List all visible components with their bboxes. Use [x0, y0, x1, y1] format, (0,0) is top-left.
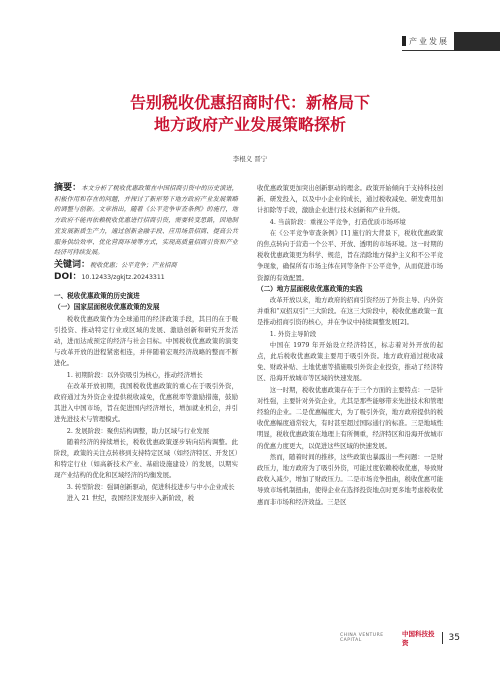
paragraph: 2. 发展阶段：聚焦结构调整，助力区域与行业发展	[66, 426, 210, 435]
heading-2-local: （二）地方层面税收优惠政策的实践	[257, 284, 363, 293]
abstract-text: 本文分析了税收优惠政策在中国招商引资中的历史演进，积极作用和存在的问题，并探讨了新形势下地方政府产业发展策略的调整与创新。文章指出，随着《公平竞争审查条例》的施行，地方政府不能再依赖税收优惠进行招商引资，需要转变思路，因地制宜发展新质生产力，通过创新金融手段、应用场景招商、提高公共服务供给效率、优化营商环境等方式，实现高质量招商引资和产业经济可持续发展。	[54, 185, 238, 257]
paragraph: 1. 外资主导阶段	[269, 329, 317, 338]
abstract	[54, 183, 238, 259]
paragraph: 税收优惠政策作为全球通用的经济政策手段，其目的在于吸引投资、推动特定行业或区域的发展、激励创新和研究开发活动，进而达成预定的经济与社会目标。中国税收优惠政策的演变与改革开放的进程紧密相连，并伴随着宏观经济战略的整而不断进化。	[54, 314, 238, 368]
article-title	[60, 92, 440, 136]
left-column	[54, 183, 238, 504]
heading-1: 一、税收优惠政策的历史演进	[54, 292, 140, 301]
section-label: 产业发展	[409, 36, 449, 46]
doi-label: DOI：	[54, 271, 82, 282]
paragraph: 进入 21 世纪，我国经济发展步入新阶段，税	[66, 493, 195, 502]
section-bar-icon	[402, 36, 406, 46]
corner-decoration	[454, 32, 500, 51]
paragraph: 改革开放以来，地方政府的招商引资经历了外资主导、内外资并重和“双招双引”三大阶段。在这三大阶段中，税收优惠政策一直是推动招商引资的核心，并在争议中持续调整发展[2]。	[257, 296, 443, 327]
right-column	[257, 183, 443, 508]
authors: 李根义 晋宁	[232, 155, 268, 163]
paragraph: 在改革开放初期，我国税收优惠政策的重心在于吸引外资，政府通过为外资企业提供税收减免，优惠税率等激励措施，鼓励其进入中国市场，旨在促进国内经济增长，增加就业机会，并引进先进技术与管理模式。	[54, 381, 238, 424]
paragraph: 3. 转型阶段：强调创新驱动，促进科技进步与中小企业成长	[66, 482, 235, 491]
keywords-label: 关键词：	[54, 259, 91, 270]
paragraph: 在《公平竞争审查条例》[1] 施行的大背景下，税收优惠政策的焦点转向于营造一个公平、开放、透明的市场环境。这一时期的税收优惠政策更为科学、规范，旨在消除地方保护主义和不公平竞争现象，确保所有市场主体在同等条件下公平竞争，从而促进市场资源的有效配置。	[257, 228, 443, 282]
footer-journal-cn: 中国科技投资	[402, 630, 435, 647]
paragraph: 这一时期，税收优惠政策存在于三个方面的主要特点：一是针对性强，主要针对外资企业，尤其是那些能够带来先进技术和管理经验的企业。二是优惠幅度大，为了吸引外资，地方政府提供的税收优惠幅度通常较大，有时甚至超过国际通行的标准。三是地域性明显，税收优惠政策在地理上有所侧重，经济特区和沿海开放城市的优惠力度更大，以促进这些区域的快速发展。	[257, 385, 443, 450]
section-tag	[402, 32, 454, 51]
doi-text: 10.12433/zgkjtz.20243311	[81, 273, 165, 281]
page-number: 35	[448, 633, 460, 643]
paragraph: 然而，随着时间的推移，这些政策也暴露出一些问题：一是财政压力，地方政府为了吸引外资，可能过度依赖税收优惠，导致财政收入减少，增加了财政压力。二是市场竞争扭曲，税收优惠可能导致市场机制扭曲，使得企业在选择投资地点时更多地考虑税收优惠而非市场和经济效益。三是区	[257, 452, 443, 506]
paragraph: 1. 初期阶段：以外资吸引为核心，推动经济增长	[66, 370, 203, 379]
keywords-text: 税收优惠；公平竞争；产业招商	[90, 261, 177, 269]
paragraph: 随着经济的持续增长，税收优惠政策逐步转向结构调整。此阶段，政策的关注点转移到支持特定区域（如经济特区、开发区）和特定行业（如高新技术产业、基础设施建设）的发展，以期实现产业结构的优化和区域经济的均衡发展。	[54, 437, 238, 480]
heading-2-national: （一）国家层面税收优惠政策的发展	[54, 303, 160, 312]
paragraph: 收优惠政策更加突出创新驱动的理念。政策开始倾向于支持科技创新、研发投入，以及中小企业的成长，通过税收减免、研发费用加计扣除等手段，激励企业进行技术创新和产业升级。	[257, 184, 443, 215]
title-line-1: 告别税收优惠招商时代：新格局下	[129, 93, 370, 112]
title-line-2: 地方政府产业发展策略探析	[153, 115, 346, 134]
abstract-label: 摘要：	[54, 183, 82, 193]
paragraph: 中国在 1979 年开始设立经济特区，标志着对外开放的起点，此后税收优惠政策主要用于吸引外资。地方政府通过税收减免、财政补贴、土地优惠等措施吸引外资企业投资，推动了经济特区、沿海开放城市等区域的快速发展。	[257, 340, 443, 383]
footer-divider	[442, 632, 443, 644]
paragraph: 4. 当前阶段：重视公平竞争，打造优质市场环境	[269, 217, 406, 226]
footer-journal-en: CHINA VENTURE CAPITAL	[340, 633, 384, 643]
doi	[54, 272, 238, 283]
footer	[340, 629, 460, 647]
keywords	[54, 260, 238, 271]
